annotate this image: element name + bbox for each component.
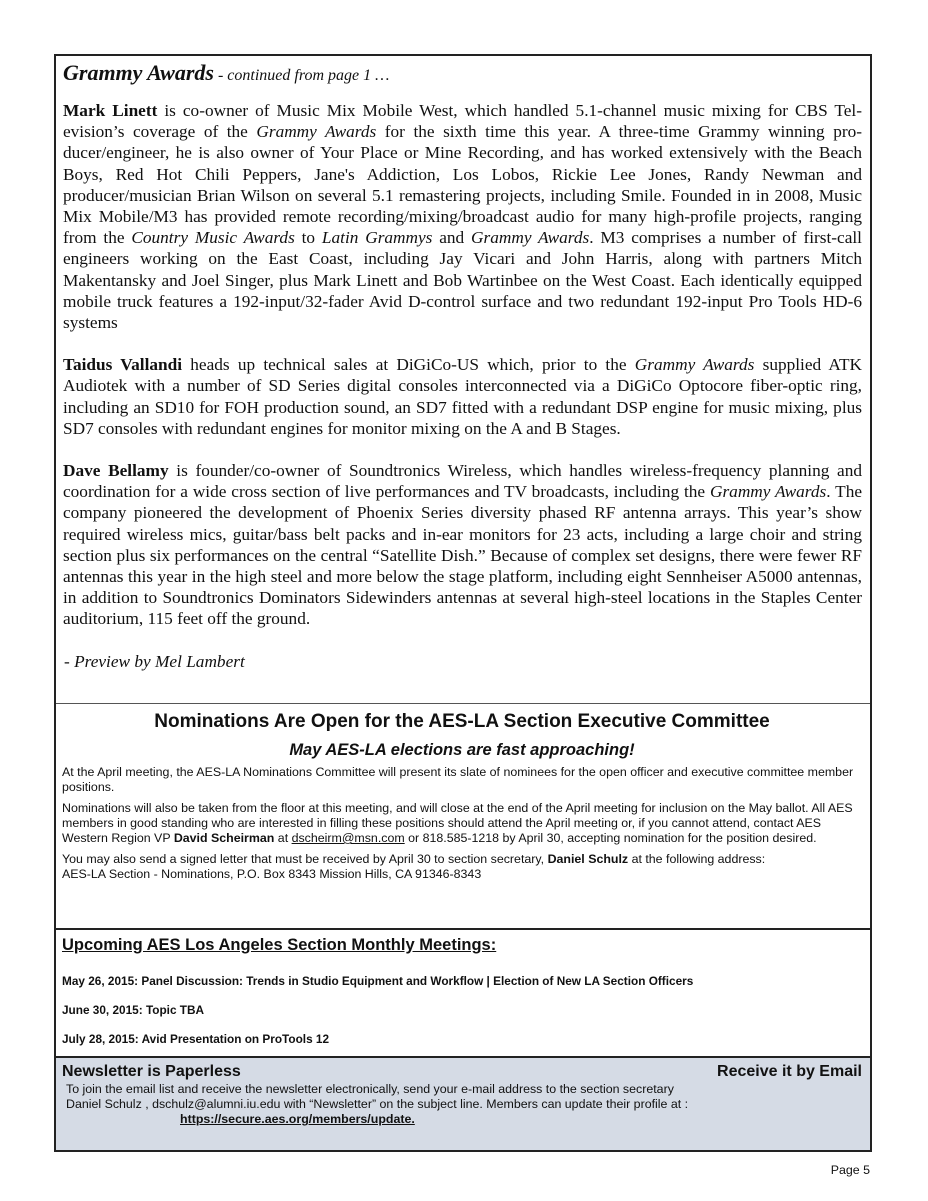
meetings-title: Upcoming AES Los Angeles Section Monthly Meetings: bbox=[62, 936, 497, 954]
meeting-item: May 26, 2015: Panel Discussion: Trends in Studio Equipment and Workflow | Election of New LA Section Officers bbox=[62, 974, 694, 988]
article-continued: - continued from page 1 … bbox=[213, 67, 390, 84]
nominations-title: Nominations Are Open for the AES-LA Section Executive Committee bbox=[154, 711, 770, 732]
newsletter-title: Newsletter is Paperless bbox=[62, 1063, 241, 1080]
newsletter-email-title: Receive it by Email bbox=[717, 1063, 862, 1080]
article-credit: - Preview by Mel Lambert bbox=[64, 651, 245, 671]
page-frame bbox=[54, 54, 872, 1152]
newsletter-line-1: To join the email list and receive the newsletter electronically, send your e-mail address to the section secretary bbox=[66, 1082, 674, 1096]
paragraph-mark-linett: Mark Linett is co-owner of Music Mix Mobile West, which handled 5.1-channel music mixing for CBS Television’s coverage of the Grammy Awards for the sixth time this year. A three-time Grammy winning producer/engineer, he is also owner of Your Place or Mine Recording, and has worked extensively with the Beach Boys, Red Hot Chili Peppers, Jane's Addiction, Los Lobos, Rickie Lee Jones, Randy Newman and producer/musician Brian Wilson on several 5.1 remastering projects, including Smile. Founded in in 2008, Music Mix Mobile/M3 has provided remote recording/mixing/broadcast audio for many high-profile projects, ranging from the Country Music Awards to Latin Grammys and Grammy Awards. M3 comprises a number of first-call engineers working on the East Coast, including Jay Vicari and John Harris, along with partners Mitch Makentansky and Joel Singer, plus Mark Linett and Bob Wartinbee on the West Coast. Each identically equipped mobile truck features a 192-input/32-fader Avid D-control surface and two redundant 192-input Pro Tools HD-6 systems bbox=[63, 101, 863, 333]
person-name: Dave Bellamy bbox=[63, 461, 169, 481]
nominations-paragraph-1: At the April meeting, the AES-LA Nominations Committee will present its slate of nominees for the open officer and executive committee member positions. bbox=[62, 765, 854, 794]
email-link[interactable]: dscheirm@msn.com bbox=[291, 831, 405, 845]
meeting-item: June 30, 2015: Topic TBA bbox=[62, 1003, 205, 1017]
nominations-paragraph-3: You may also send a signed letter that must be received by April 30 to section secretary, Daniel Schulz at the following address: AES-LA Section - Nominations, P.O. Box 8343 Mission Hills, CA 91346-8343 bbox=[62, 852, 766, 881]
person-name: Mark Linett bbox=[63, 101, 158, 120]
paragraph-taidus-vallandi: Taidus Vallandi heads up technical sales at DiGiCo-US which, prior to the Grammy Awards supplied ATK Audiotek with a number of SD Series digital consoles interconnected via a DiGiCo Optocore fiber-optic ring, including an SD10 for FOH production sound, an SD7 fitted with a redundant DSP engine for music mixing, plus SD7 consoles with redundant engines for monitor mixing on the A and B Stages. bbox=[63, 355, 863, 438]
meetings-section bbox=[56, 928, 870, 1058]
article-title bbox=[63, 59, 862, 90]
article-title-text: Grammy Awards bbox=[63, 60, 214, 85]
person-name: Daniel Schulz bbox=[547, 852, 629, 866]
newsletter-section bbox=[56, 1058, 870, 1150]
nominations-subtitle: May AES-LA elections are fast approaching! bbox=[289, 741, 635, 759]
profile-update-link[interactable]: https://secure.aes.org/members/update. bbox=[180, 1112, 415, 1126]
page-number: Page 5 bbox=[830, 1163, 870, 1177]
nominations-section bbox=[56, 705, 870, 928]
mailing-address: AES-LA Section - Nominations, P.O. Box 8343 Mission Hills, CA 91346-8343 bbox=[62, 867, 482, 881]
newsletter-line-2: Daniel Schulz , dschulz@alumni.iu.edu with “Newsletter” on the subject line. Members can update their profile at : bbox=[66, 1097, 689, 1111]
meeting-item: July 28, 2015: Avid Presentation on ProTools 12 bbox=[62, 1032, 330, 1046]
grammy-article bbox=[56, 56, 870, 704]
person-name: Taidus Vallandi bbox=[63, 355, 183, 375]
person-name: David Scheirman bbox=[173, 831, 275, 845]
paragraph-dave-bellamy: Dave Bellamy is founder/co-owner of Soundtronics Wireless, which handles wireless-frequency planning and coordination for a wide cross section of live performances and TV broadcasts, including the Grammy Awards. The company pioneered the development of Phoenix Series diversity phased RF antenna arrays. This year’s show required wireless mics, guitar/bass belt packs and in-ear monitors for 23 acts, including a large choir and string section plus six performances on the central “Satellite Dish.” Because of complex set designs, there were fewer RF antennas this year in the high steel and more below the stage platform, including eight Sennheiser A5000 antennas, in addition to Soundtronics Dominators Sidewinders antennas at several high-steel locations in the Staples Center auditorium, 115 feet off the ground. bbox=[63, 461, 863, 629]
nominations-paragraph-2: Nominations will also be taken from the floor at this meeting, and will close at the end of the April meeting for inclusion on the May ballot. All AES members in good standing who are interested in filling these positions should attend the April meeting or, if you cannot attend, contact AES Western Region VP David Scheirman at dscheirm@msn.com or 818.585-1218 by April 30, accepting nomination for the position desired. bbox=[62, 801, 853, 845]
newsletter-header bbox=[62, 1062, 862, 1082]
